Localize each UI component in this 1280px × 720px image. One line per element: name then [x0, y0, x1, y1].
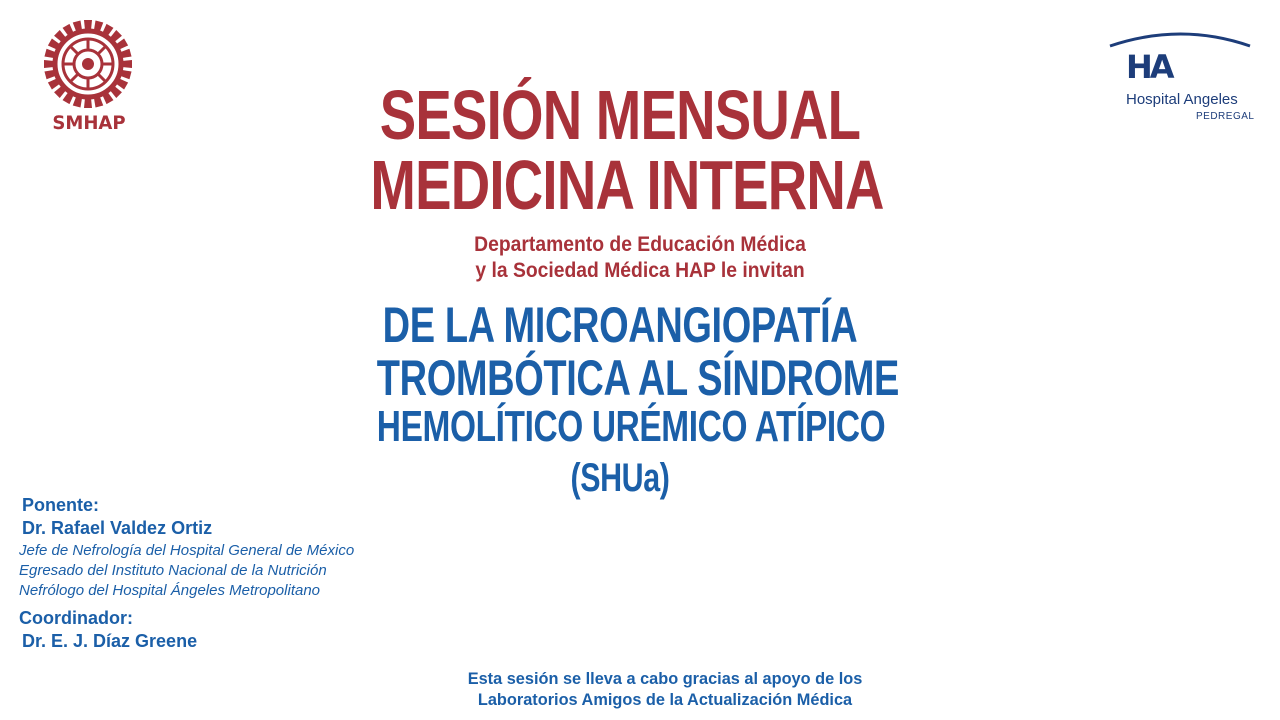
subtitle-line-1: Departamento de Educación Médica — [474, 233, 806, 256]
title-line-1: SESIÓN MENSUAL — [379, 76, 861, 154]
topic-line-1: DE LA MICROANGIOPATÍA — [382, 297, 858, 353]
speaker-label: Ponente: — [22, 495, 100, 515]
speaker-role: Jefe de Nefrología del Hospital General de México — [19, 542, 355, 559]
coordinator-name: Dr. E. J. Díaz Greene — [22, 631, 198, 651]
smhap-wordmark: SMHAP — [52, 112, 126, 134]
topic-line-2: TROMBÓTICA AL SÍNDROME — [376, 350, 900, 406]
topic-line-4: (SHUa) — [570, 456, 670, 500]
speaker-role: Egresado del Instituto Nacional de la Nutrición — [19, 562, 327, 579]
hospital-name: Hospital Angeles — [1126, 91, 1238, 108]
footer-line-2: Laboratorios Amigos de la Actualización Médica — [477, 690, 853, 709]
footer-line-1: Esta sesión se lleva a cabo gracias al apoyo de los — [467, 669, 863, 688]
ha-monogram: HA — [1126, 48, 1172, 86]
subtitle-line-2: y la Sociedad Médica HAP le invitan — [475, 259, 805, 282]
topic-line-3: HEMOLÍTICO URÉMICO ATÍPICO — [376, 402, 886, 451]
smhap-logo — [40, 16, 140, 136]
coordinator-label: Coordinador: — [19, 608, 133, 628]
speaker-role: Nefrólogo del Hospital Ángeles Metropolitano — [19, 582, 321, 599]
hospital-location: PEDREGAL — [1196, 111, 1255, 122]
speaker-name: Dr. Rafael Valdez Ortiz — [22, 518, 213, 538]
hospital-angeles-logo — [1106, 28, 1256, 128]
title-line-2: MEDICINA INTERNA — [370, 146, 884, 224]
